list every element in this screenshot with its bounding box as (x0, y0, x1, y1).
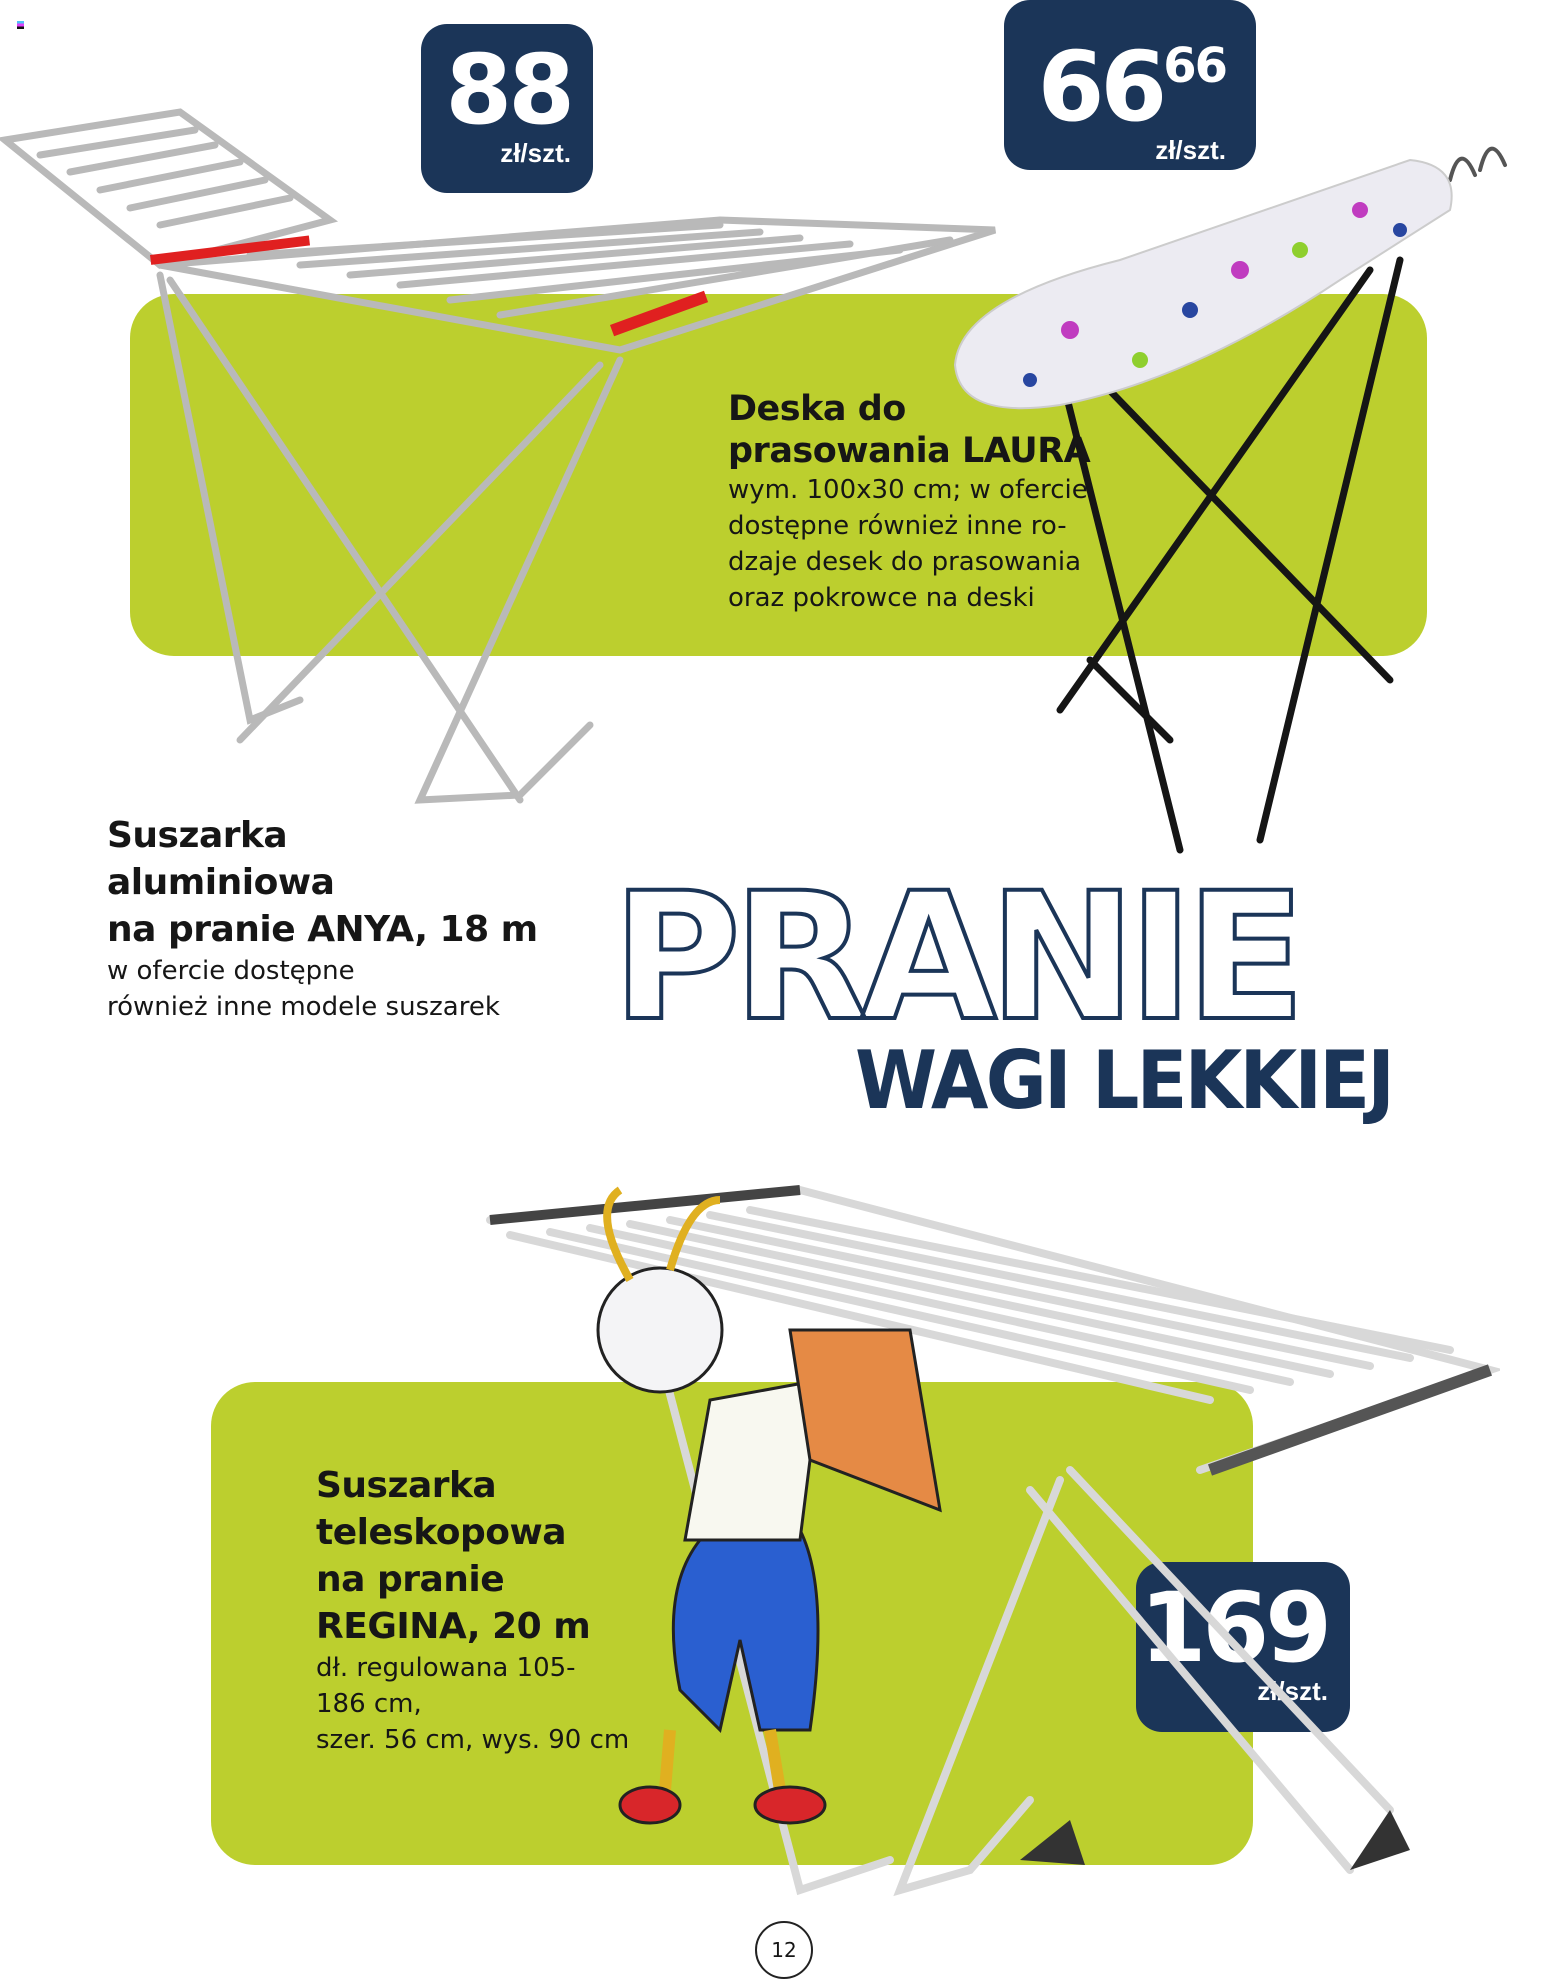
product-title-line: Suszarka (107, 815, 288, 856)
print-color-marks (17, 21, 24, 29)
price-badge-anya (421, 24, 593, 193)
price-badge-laura (1004, 0, 1256, 170)
headline-wagi-lekkiej: WAGI LEKKIEJ (855, 1034, 1393, 1127)
price-value (1004, 18, 1226, 143)
product-info-regina (316, 1462, 629, 1758)
price-unit: zł/szt. (500, 138, 571, 168)
headline-pranie: PRANIE (612, 855, 1298, 1060)
product-desc-line: dostępne również inne ro- (728, 511, 1067, 541)
price-unit: zł/szt. (1155, 135, 1226, 165)
product-desc-line: oraz pokrowce na deski (728, 583, 1035, 613)
product-title-line: na pranie ANYA, 18 m (107, 909, 538, 950)
product-title-line: teleskopowa (316, 1512, 567, 1553)
product-info-anya (107, 812, 538, 1025)
product-desc-line: szer. 56 cm, wys. 90 cm (316, 1725, 630, 1755)
product-title-line: REGINA, 20 m (316, 1606, 591, 1647)
price-main: 88 (445, 34, 571, 146)
price-main: 169 (1139, 1572, 1328, 1684)
product-desc-line: również inne modele suszarek (107, 992, 500, 1022)
product-title-line: Suszarka (316, 1465, 497, 1506)
product-desc-line: dzaje desek do prasowania (728, 547, 1082, 577)
product-title-line: aluminiowa (107, 862, 335, 903)
product-info-laura (728, 388, 1090, 616)
price-unit: zł/szt. (1257, 1676, 1328, 1706)
product-desc-line: dł. regulowana 105- (316, 1653, 576, 1683)
product-title-line: prasowania LAURA (728, 431, 1091, 471)
product-desc-line: w ofercie dostępne (107, 956, 355, 986)
price-main: 66 (1037, 31, 1164, 143)
product-desc-line: 186 cm, (316, 1689, 422, 1719)
product-desc-line: wym. 100x30 cm; w ofercie (728, 475, 1088, 505)
product-title-line: na pranie (316, 1559, 505, 1600)
price-cents: 66 (1163, 38, 1226, 94)
product-title-line: Deska do (728, 389, 906, 429)
page-number: 12 (755, 1921, 813, 1979)
